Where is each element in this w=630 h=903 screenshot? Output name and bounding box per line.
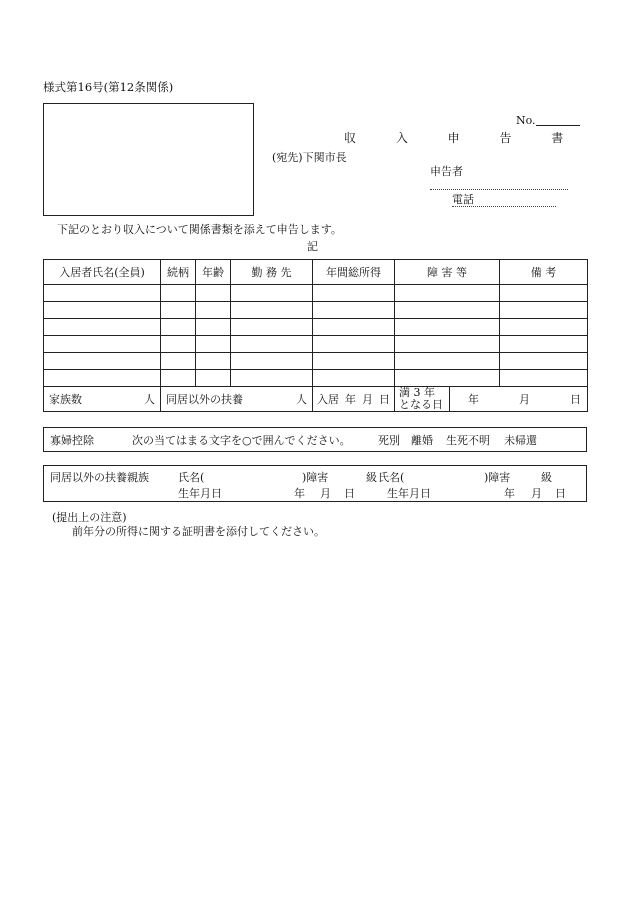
table-row bbox=[44, 336, 588, 353]
widow-option-not-returned[interactable]: 未帰還 bbox=[504, 434, 537, 447]
dependents-cell[interactable] bbox=[161, 387, 313, 412]
table-footer-row bbox=[44, 387, 588, 412]
cell-relation[interactable] bbox=[161, 353, 196, 370]
cell-name[interactable] bbox=[44, 353, 161, 370]
dependent-birth-month-1: 月 bbox=[320, 487, 331, 500]
cell-relation[interactable] bbox=[161, 336, 196, 353]
cell-disability[interactable] bbox=[395, 302, 500, 319]
header-disability: 障 害 等 bbox=[395, 260, 500, 285]
cell-age[interactable] bbox=[196, 336, 231, 353]
cell-income[interactable] bbox=[313, 336, 395, 353]
cell-income[interactable] bbox=[313, 353, 395, 370]
intro-text: 下記のとおり収入について関係書類を添えて申告します。 bbox=[57, 223, 342, 236]
cell-name[interactable] bbox=[44, 336, 161, 353]
cell-age[interactable] bbox=[196, 319, 231, 336]
phone-label: 電話 bbox=[452, 193, 474, 206]
move-in-month: 月 bbox=[362, 393, 373, 406]
notes-body: 前年分の所得に関する証明書を添付してください。 bbox=[72, 525, 325, 538]
header-relation: 続柄 bbox=[161, 260, 196, 285]
age-three-line1: 満 3 年 bbox=[399, 386, 435, 400]
widow-deduction-label: 寡婦控除 bbox=[50, 434, 94, 447]
widow-option-bereaved[interactable]: 死別 bbox=[378, 434, 400, 447]
cell-name[interactable] bbox=[44, 370, 161, 387]
cell-workplace[interactable] bbox=[231, 319, 313, 336]
age-three-line2: となる日 bbox=[399, 398, 443, 411]
dependent-birth-day-2: 日 bbox=[555, 487, 566, 500]
cell-name[interactable] bbox=[44, 285, 161, 302]
cell-name[interactable] bbox=[44, 319, 161, 336]
cell-income[interactable] bbox=[313, 319, 395, 336]
applicant-field[interactable] bbox=[430, 179, 568, 190]
table-row bbox=[44, 353, 588, 370]
move-in-year: 年 bbox=[345, 393, 356, 406]
cell-remarks[interactable] bbox=[500, 353, 588, 370]
dependents-unit: 人 bbox=[296, 393, 307, 406]
phone-field[interactable] bbox=[452, 193, 556, 207]
cell-remarks[interactable] bbox=[500, 302, 588, 319]
cell-disability[interactable] bbox=[395, 370, 500, 387]
addressee: (宛先)下関市長 bbox=[272, 151, 347, 164]
age-three-year: 年 bbox=[468, 393, 479, 406]
widow-deduction-instruction: 次の当てはまる文字を○で囲んでください。 bbox=[132, 434, 351, 447]
dependent-disability-label-2: )障害 bbox=[484, 471, 511, 484]
dependent-disability-label-1: )障害 bbox=[302, 471, 329, 484]
cell-age[interactable] bbox=[196, 302, 231, 319]
age-three-label bbox=[395, 387, 450, 411]
cell-workplace[interactable] bbox=[231, 336, 313, 353]
header-remarks: 備 考 bbox=[500, 260, 588, 285]
cell-disability[interactable] bbox=[395, 336, 500, 353]
header-age: 年齢 bbox=[196, 260, 231, 285]
cell-remarks[interactable] bbox=[500, 336, 588, 353]
form-number: 様式第16号(第12条関係) bbox=[43, 80, 174, 94]
table-header-row bbox=[44, 260, 588, 285]
cell-relation[interactable] bbox=[161, 302, 196, 319]
table-row bbox=[44, 319, 588, 336]
dependent-birth-month-2: 月 bbox=[531, 487, 542, 500]
cell-remarks[interactable] bbox=[500, 285, 588, 302]
number-field[interactable] bbox=[536, 114, 580, 126]
dependents-label: 同居以外の扶養 bbox=[166, 393, 243, 406]
cell-income[interactable] bbox=[313, 285, 395, 302]
dependent-grade-label-2: 級 bbox=[541, 471, 552, 484]
age-three-month: 月 bbox=[519, 393, 530, 406]
dependent-grade-label-1: 級 bbox=[366, 471, 377, 484]
dependent-birth-label-1: 生年月日 bbox=[178, 487, 222, 500]
dependent-birth-label-2: 生年月日 bbox=[387, 487, 431, 500]
cell-disability[interactable] bbox=[395, 285, 500, 302]
cell-workplace[interactable] bbox=[231, 353, 313, 370]
cell-age[interactable] bbox=[196, 285, 231, 302]
table-row bbox=[44, 302, 588, 319]
number-label: No. bbox=[516, 114, 536, 127]
dependent-birth-year-2: 年 bbox=[504, 487, 515, 500]
ki-label: 記 bbox=[307, 240, 318, 253]
form-title: 収 入 申 告 書 bbox=[344, 131, 582, 145]
cell-workplace[interactable] bbox=[231, 302, 313, 319]
dependent-box bbox=[43, 465, 587, 502]
header-resident-name: 入居者氏名(全員) bbox=[44, 260, 161, 285]
move-in-day: 日 bbox=[379, 393, 390, 406]
cell-age[interactable] bbox=[196, 370, 231, 387]
cell-age[interactable] bbox=[196, 353, 231, 370]
cell-name[interactable] bbox=[44, 302, 161, 319]
cell-income[interactable] bbox=[313, 370, 395, 387]
widow-option-divorced[interactable]: 離婚 bbox=[411, 434, 433, 447]
cell-relation[interactable] bbox=[161, 370, 196, 387]
age-three-day: 日 bbox=[570, 393, 581, 406]
cell-disability[interactable] bbox=[395, 319, 500, 336]
move-in-label: 入居 bbox=[317, 393, 339, 406]
header-annual-income: 年間総所得 bbox=[313, 260, 395, 285]
dependent-name-label-1: 氏名( bbox=[178, 471, 205, 484]
dependent-name-label-2: 氏名( bbox=[378, 471, 405, 484]
widow-deduction-box bbox=[43, 427, 587, 452]
cell-relation[interactable] bbox=[161, 285, 196, 302]
widow-option-unknown[interactable]: 生死不明 bbox=[446, 434, 490, 447]
resident-table bbox=[43, 259, 588, 412]
cell-disability[interactable] bbox=[395, 353, 500, 370]
family-count-cell[interactable] bbox=[44, 387, 161, 412]
header-workplace: 勤 務 先 bbox=[231, 260, 313, 285]
dependent-birth-year-1: 年 bbox=[294, 487, 305, 500]
dependent-label: 同居以外の扶養親族 bbox=[50, 471, 149, 484]
table-row bbox=[44, 370, 588, 387]
dependent-birth-day-1: 日 bbox=[344, 487, 355, 500]
age-three-cell[interactable] bbox=[395, 387, 588, 412]
cell-workplace[interactable] bbox=[231, 285, 313, 302]
cell-remarks[interactable] bbox=[500, 319, 588, 336]
family-count-unit: 人 bbox=[144, 393, 155, 406]
family-count-label: 家族数 bbox=[49, 393, 82, 406]
applicant-label: 申告者 bbox=[430, 165, 463, 178]
cell-income[interactable] bbox=[313, 302, 395, 319]
photo-box bbox=[43, 103, 254, 216]
cell-workplace[interactable] bbox=[231, 370, 313, 387]
notes-title: (提出上の注意) bbox=[52, 511, 127, 524]
table-row bbox=[44, 285, 588, 302]
move-in-cell[interactable] bbox=[313, 387, 395, 412]
cell-relation[interactable] bbox=[161, 319, 196, 336]
cell-remarks[interactable] bbox=[500, 370, 588, 387]
